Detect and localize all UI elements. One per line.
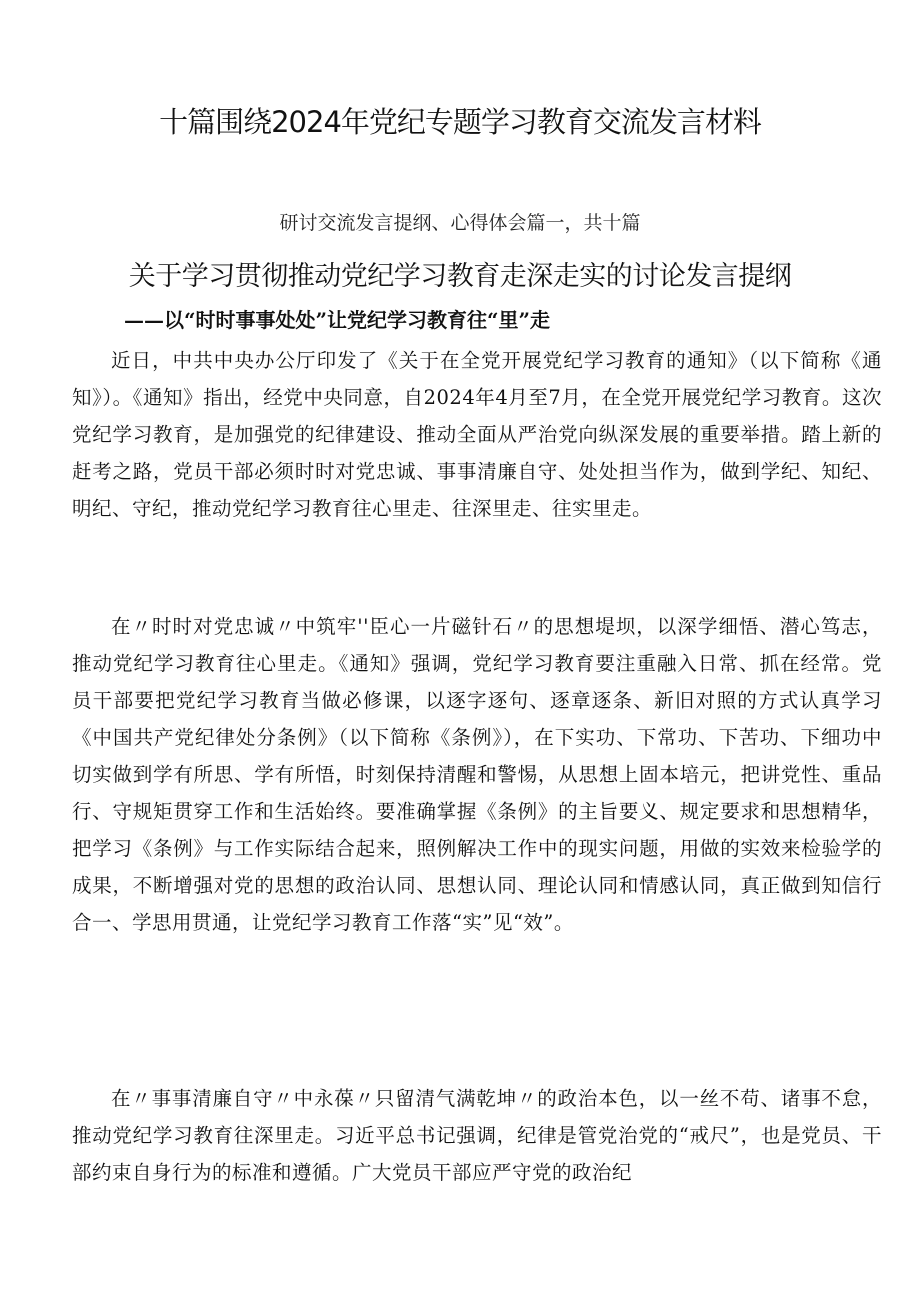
body-paragraph: 在〃时时对党忠诚〃中筑牢''臣心一片磁针石〃的思想堤坝，以深学细悟、潜心笃志，推动党纪学习教育往心里走。《通知》强调，党纪学习教育要注重融入日常、抓在经常。党员干部要把党纪学习教育当做必修课，以逐字逐句、逐章逐条、新旧对照的方式认真学习《中国共产党纪律处分条例》（以下简称《条例》），在下实功、下常功、下苦功、下细功中切实做到学有所思、学有所悟，时刻保持清醒和警惕，从思想上固本培元，把讲党性、重品行、守规矩贯穿工作和生活始终。要准确掌握《条例》的主旨要义、规定要求和思想精华，把学习《条例》与工作实际结合起来，照例解决工作中的现实问题，用做的实效来检验学的成果，不断增强对党的思想的政治认同、思想认同、理论认同和情感认同，真正做到知信行合一、学思用贯通，让党纪学习教育工作落“实”见“效”。	[72, 615, 882, 934]
series-label: 研讨交流发言提纲、心得体会篇一，共十篇	[279, 212, 641, 234]
section-title: 关于学习贯彻推动党纪学习教育走深走实的讨论发言提纲	[128, 261, 792, 292]
document-title: 十篇围绕2024年党纪专题学习教育交流发言材料	[159, 105, 761, 139]
section-subtitle: ——以“时时事事处处”让党纪学习教育往“里”走	[124, 308, 551, 332]
body-paragraph: 近日，中共中央办公厅印发了《关于在全党开展党纪学习教育的通知》（以下简称《通知》）。《通知》指出，经党中央同意，自2024年4月至7月，在全党开展党纪学习教育。这次党纪学习教育，是加强党的纪律建设、推动全面从严治党向纵深发展的重要举措。踏上新的赶考之路，党员干部必须时时对党忠诚、事事清廉自守、处处担当作为，做到学纪、知纪、明纪、守纪，推动党纪学习教育往心里走、往深里走、往实里走。	[72, 349, 882, 520]
body-paragraph: 在〃事事清廉自守〃中永葆〃只留清气满乾坤〃的政治本色，以一丝不苟、诸事不怠，推动党纪学习教育往深里走。习近平总书记强调，纪律是管党治党的“戒尺”，也是党员、干部约束自身行为的标准和遵循。广大党员干部应严守党的政治纪	[72, 1087, 882, 1184]
